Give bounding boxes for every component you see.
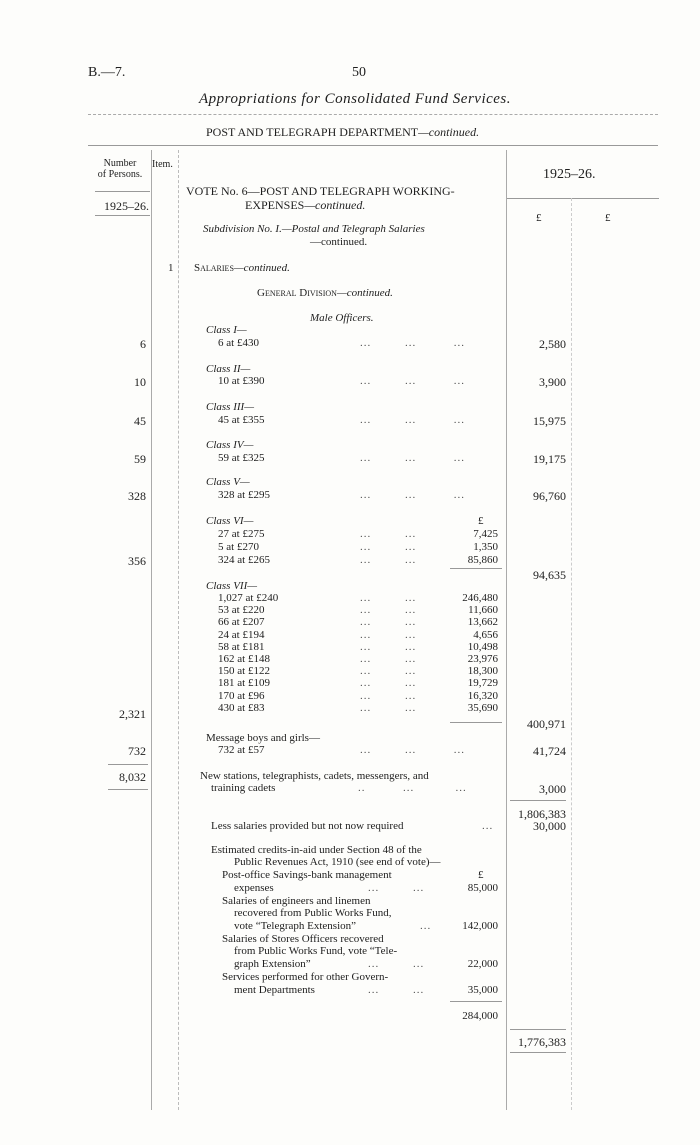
class-persons: 6: [140, 337, 146, 351]
class7-rule: [450, 722, 502, 723]
title-rule: [88, 114, 658, 115]
leader-dots: ... ... ...: [360, 375, 465, 387]
department-heading: [206, 126, 479, 138]
psb-amount: 85,000: [467, 882, 498, 894]
class-detail: 10 at £390: [218, 375, 265, 387]
year-left-rule-top: [95, 191, 150, 192]
subtotal-amount: 1,806,383: [518, 807, 566, 821]
new-stations-line1: New stations, telegraphists, cadets, messengers, and: [200, 770, 429, 782]
new-stations-total: 3,000: [539, 782, 566, 796]
leader-dots: ... ...: [360, 665, 417, 677]
class-total: 96,760: [533, 489, 566, 503]
salaries-label: Salaries: [194, 262, 234, 274]
class-detail: 430 at £83: [218, 702, 265, 714]
engineers-amount: 142,000: [462, 920, 498, 932]
leader-dots: ... ...: [368, 958, 425, 970]
credits-rule: [450, 1001, 502, 1002]
subdivision-line2: —continued.: [310, 236, 368, 248]
salaries-heading: [194, 263, 290, 274]
subdivision-line1: Subdivision No. I.—Postal and Telegraph Salaries: [203, 223, 425, 235]
persons-total-rule-top: [108, 764, 148, 765]
class-detail: 324 at £265: [218, 554, 270, 566]
stores-line1: Salaries of Stores Officers recovered: [222, 933, 384, 945]
amount-column-rule: [506, 150, 507, 1110]
leader-dots: ... ... ...: [360, 489, 465, 501]
messengers-label: Message boys and girls—: [206, 732, 320, 744]
class-persons: 2,321: [119, 707, 146, 721]
header-rule: [88, 145, 658, 146]
class-amount: 85,860: [467, 554, 498, 566]
credits-total: 284,000: [462, 1010, 498, 1022]
credits-pound-sign: £: [478, 869, 484, 881]
psb-line1: Post-office Savings-bank management: [222, 869, 392, 881]
class-total: 19,175: [533, 452, 566, 466]
leader-dots: ... ...: [360, 616, 417, 628]
class-label: Class III—: [206, 401, 254, 413]
leader-dots: ... ... ...: [360, 452, 465, 464]
class-detail: 45 at £355: [218, 414, 265, 426]
engineers-line3: vote “Telegraph Extension”: [234, 920, 357, 932]
male-officers-heading: Male Officers.: [310, 312, 374, 324]
class-amount: 4,656: [473, 629, 498, 641]
class-amount: 246,480: [462, 592, 498, 604]
class-amount: 23,976: [467, 653, 498, 665]
vote-heading-line1: VOTE No. 6—POST AND TELEGRAPH WORKING-: [186, 184, 455, 198]
pound-header-1: £: [536, 212, 542, 224]
class-persons: 45: [134, 414, 146, 428]
psb-line2: expenses: [234, 882, 274, 894]
class-persons: 59: [134, 452, 146, 466]
class-amount: 11,660: [468, 604, 498, 616]
stores-amount: 22,000: [467, 958, 498, 970]
less-salaries-label: Less salaries provided but not now required: [211, 820, 404, 832]
leader-dots: ... ...: [360, 641, 417, 653]
pound-sign: £: [478, 515, 484, 527]
grand-total-rule-bottom: [510, 1052, 566, 1053]
class-detail: 24 at £194: [218, 629, 265, 641]
year-left-rule-bottom: [95, 215, 150, 216]
document-reference: B.—7.: [88, 65, 126, 80]
leader-dots: ... ... ...: [360, 337, 465, 349]
leader-dots: ... ...: [360, 592, 417, 604]
leader-dots: ... ...: [368, 882, 425, 894]
stores-line2: from Public Works Fund, vote “Tele-: [234, 945, 398, 957]
class-detail: 27 at £275: [218, 528, 265, 540]
subtotal-rule: [510, 800, 566, 801]
pound-header-2: £: [605, 212, 611, 224]
class-amount: 35,690: [467, 702, 498, 714]
leader-dots: ... ...: [360, 677, 417, 689]
class-label: Class VI—: [206, 515, 254, 527]
page-title: Appropriations for Consolidated Fund Services.: [199, 91, 512, 107]
new-stations-line2: training cadets: [211, 782, 276, 794]
leader-dots: ... ...: [360, 541, 417, 553]
credits-intro-line2: Public Revenues Act, 1910 (see end of vote)—: [234, 856, 441, 868]
class-total: 3,900: [539, 375, 566, 389]
leader-dots: .. ... ...: [358, 782, 467, 794]
class-detail: 5 at £270: [218, 541, 259, 553]
class-detail: 58 at £181: [218, 641, 265, 653]
item-number: 1: [168, 262, 174, 274]
vote-heading-continued: —continued.: [304, 198, 366, 212]
services-line1: Services performed for other Govern-: [222, 971, 389, 983]
messengers-total: 41,724: [533, 744, 566, 758]
class6-rule: [450, 568, 502, 569]
amount-split-rule: [571, 198, 572, 1110]
stores-line3: graph Extension”: [234, 958, 311, 970]
messengers-detail: 732 at £57: [218, 744, 265, 756]
leader-dots: ... ...: [360, 653, 417, 665]
engineers-line1: Salaries of engineers and linemen: [222, 895, 371, 907]
department-continued: —continued.: [418, 125, 480, 139]
general-division-continued: —continued.: [336, 287, 393, 299]
class-label: Class VII—: [206, 580, 258, 592]
class-detail: 162 at £148: [218, 653, 270, 665]
class-amount: 1,350: [473, 541, 498, 553]
class-label: Class II—: [206, 363, 251, 375]
class-label: Class IV—: [206, 439, 254, 451]
class-total: 2,580: [539, 337, 566, 351]
general-division-label: General Division: [257, 287, 337, 299]
leader-dots: ... ...: [360, 528, 417, 540]
year-right-header: 1925–26.: [543, 167, 596, 182]
engineers-line2: recovered from Public Works Fund,: [234, 907, 392, 919]
leader-dots: ...: [420, 920, 432, 932]
persons-column-rule: [151, 150, 152, 1110]
leader-dots: ... ...: [360, 702, 417, 714]
services-line2: ment Departments: [234, 984, 315, 996]
class-total: 94,635: [533, 568, 566, 582]
page-number: 50: [352, 65, 366, 80]
class-label: Class I—: [206, 324, 247, 336]
general-division-heading: [257, 288, 393, 299]
leader-dots: ... ... ...: [360, 744, 465, 756]
leader-dots: ... ...: [360, 629, 417, 641]
messengers-persons: 732: [128, 744, 146, 758]
total-persons: 8,032: [119, 770, 146, 784]
year-left-header: 1925–26.: [104, 199, 149, 213]
class-amount: 7,425: [473, 528, 498, 540]
leader-dots: ... ...: [360, 690, 417, 702]
vote-heading-line2: [245, 199, 365, 211]
leader-dots: ... ...: [360, 554, 417, 566]
class-persons: 356: [128, 554, 146, 568]
salaries-continued: —continued.: [233, 262, 290, 274]
class-amount: 16,320: [467, 690, 498, 702]
class-detail: 59 at £325: [218, 452, 265, 464]
item-header: Item.: [152, 159, 173, 170]
number-persons-header: Number of Persons.: [97, 158, 143, 180]
class-amount: 19,729: [467, 677, 498, 689]
class-amount: 13,662: [467, 616, 498, 628]
leader-dots: ... ...: [368, 984, 425, 996]
class-detail: 6 at £430: [218, 337, 259, 349]
vote-heading-expenses: EXPENSES: [245, 198, 305, 212]
leader-dots: ... ...: [360, 604, 417, 616]
class-detail: 1,027 at £240: [218, 592, 279, 604]
class-detail: 181 at £109: [218, 677, 270, 689]
item-column-rule: [178, 150, 179, 1110]
less-salaries-amount: 30,000: [533, 819, 566, 833]
department-name: POST AND TELEGRAPH DEPARTMENT: [206, 125, 419, 139]
class-detail: 170 at £96: [218, 690, 265, 702]
class-total: 15,975: [533, 414, 566, 428]
class-detail: 66 at £207: [218, 616, 265, 628]
class-persons: 10: [134, 375, 146, 389]
class-total: 400,971: [527, 717, 566, 731]
leader-dots: ...: [482, 820, 494, 832]
class-label: Class V—: [206, 476, 250, 488]
year-right-rule: [507, 198, 659, 199]
credits-intro-line1: Estimated credits-in-aid under Section 48 of the: [211, 844, 422, 856]
class-detail: 53 at £220: [218, 604, 265, 616]
class-detail: 150 at £122: [218, 665, 270, 677]
class-persons: 328: [128, 489, 146, 503]
persons-total-rule-bottom: [108, 789, 148, 790]
grand-total: 1,776,383: [518, 1035, 566, 1049]
class-amount: 18,300: [467, 665, 498, 677]
class-detail: 328 at £295: [218, 489, 270, 501]
class-amount: 10,498: [467, 641, 498, 653]
services-amount: 35,000: [467, 984, 498, 996]
grand-total-rule-top: [510, 1029, 566, 1030]
leader-dots: ... ... ...: [360, 414, 465, 426]
